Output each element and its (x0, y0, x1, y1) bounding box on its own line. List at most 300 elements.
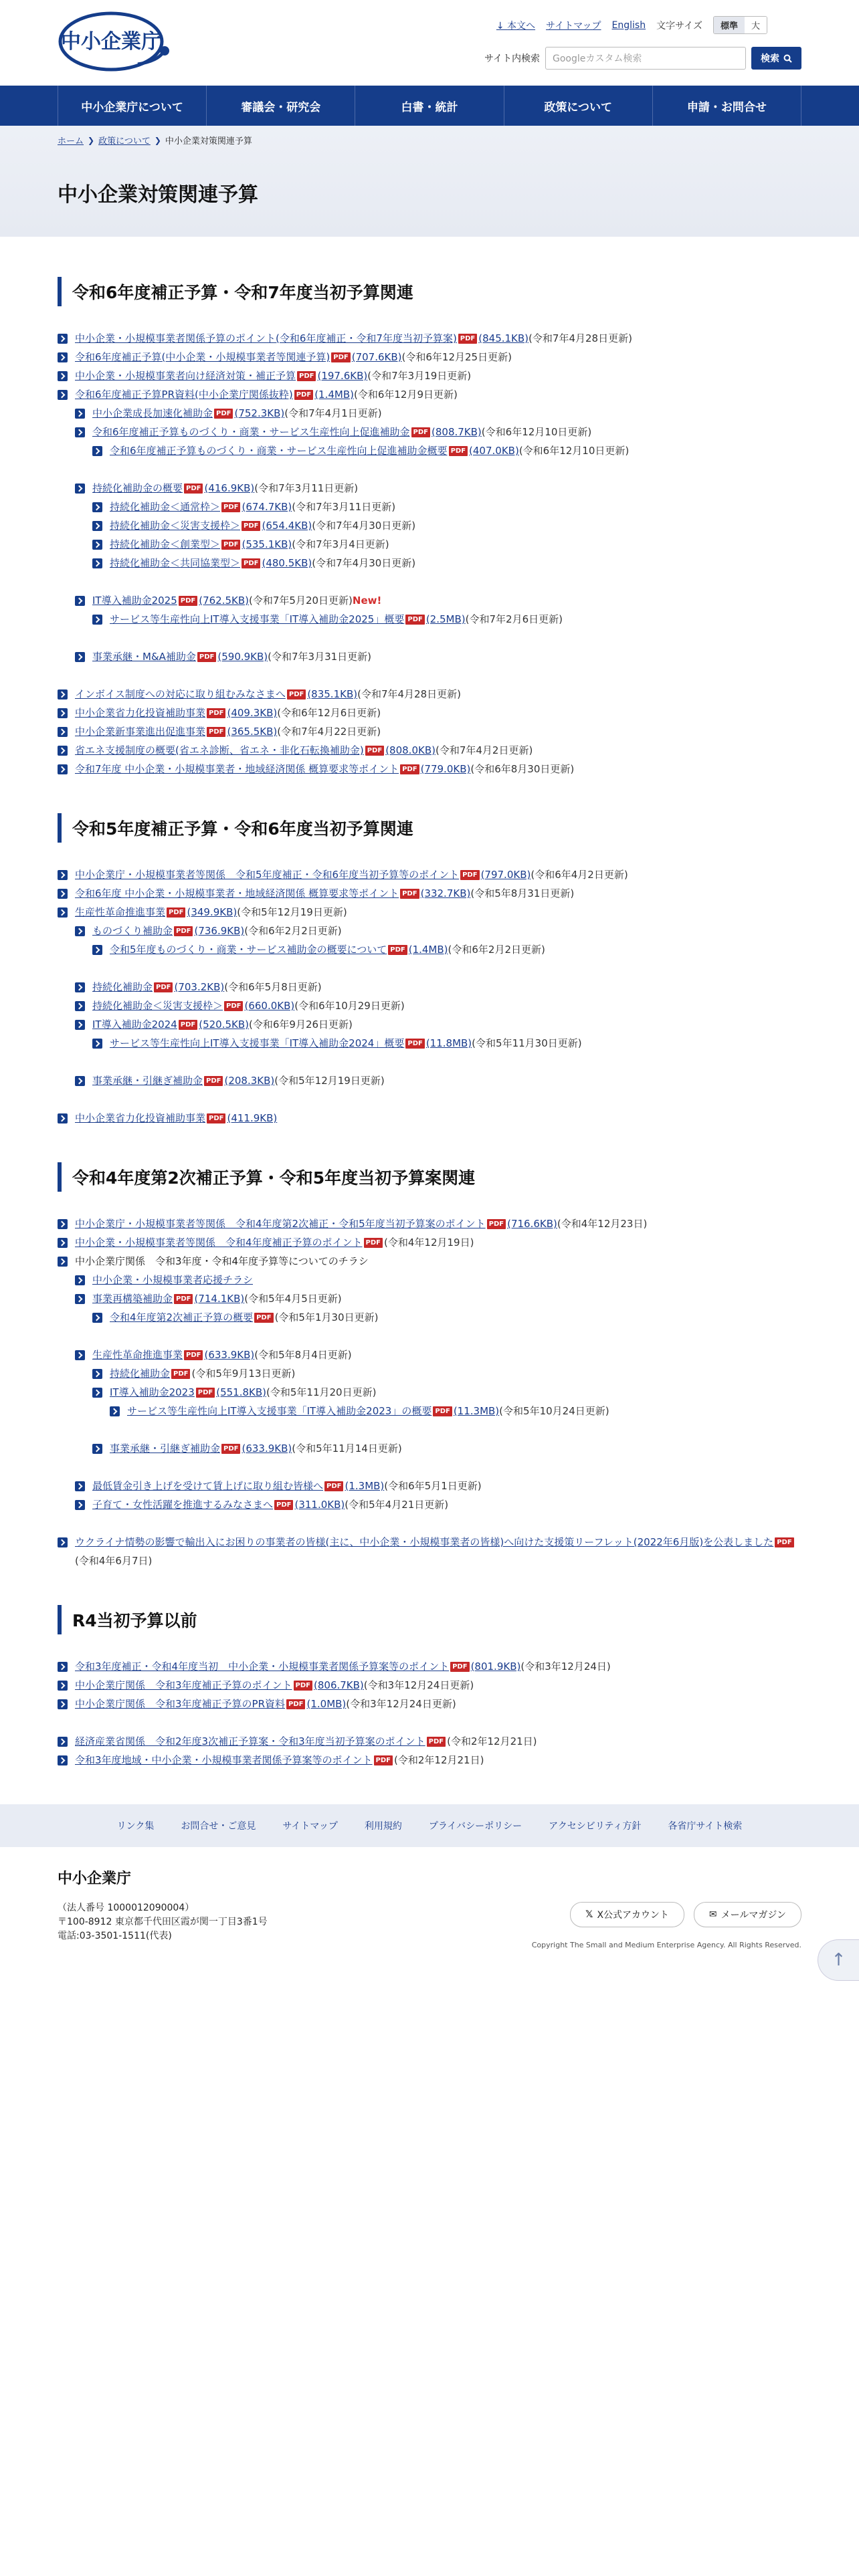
main-content (0, 237, 859, 1769)
document-list (58, 1657, 801, 1713)
bullet-arrow-icon (75, 427, 85, 437)
pdf-icon: PDF (400, 764, 419, 774)
pdf-icon: PDF (411, 427, 430, 437)
update-date: (令和7年3月4日更新) (292, 538, 389, 550)
pdf-icon: PDF (184, 484, 203, 494)
update-date: (令和6年12月6日更新) (277, 707, 381, 719)
document-link[interactable]: 中小企業省力化投資補助事業 PDF (409.3KB) (75, 707, 278, 719)
bullet-arrow-icon (92, 521, 102, 531)
update-date: (令和5年1月30日更新) (274, 1311, 379, 1323)
list-item (75, 1071, 801, 1090)
page-hero (0, 126, 859, 237)
footer-nav-link[interactable]: お問合せ・ご意見 (181, 1821, 256, 1832)
bullet-arrow-icon (58, 1219, 68, 1229)
site-footer (0, 1847, 859, 1981)
update-date: (令和4年6月7日) (75, 1555, 153, 1567)
bullet-arrow-icon (58, 1257, 68, 1267)
footer-nav-link[interactable]: サイトマップ (282, 1821, 338, 1832)
list-item (58, 1252, 801, 1271)
bullet-arrow-icon (75, 926, 85, 936)
list-spacer (58, 1713, 801, 1732)
list-item (58, 722, 801, 741)
site-logo[interactable] (58, 11, 173, 74)
bullet-arrow-icon (75, 1076, 85, 1086)
pdf-icon: PDF (221, 1444, 240, 1454)
update-date: (令和6年12月10日更新) (518, 445, 630, 457)
bullet-arrow-icon (92, 1388, 102, 1398)
list-item (75, 404, 801, 423)
bullet-arrow-icon (75, 982, 85, 992)
document-list (58, 1732, 801, 1769)
pdf-icon: PDF (179, 596, 197, 606)
document-link[interactable]: 中小企業成長加速化補助金 PDF (752.3KB) (92, 407, 285, 419)
nav-policy[interactable]: 政策について (504, 86, 653, 126)
update-date: (令和6年5月8日更新) (224, 981, 322, 993)
document-list (58, 685, 801, 778)
document-link[interactable]: 持続化補助金 PDF (703.2KB) (92, 981, 225, 993)
update-date: (令和5年11月14日更新) (292, 1442, 402, 1455)
mail-icon: ✉ (708, 1909, 717, 1920)
document-link[interactable]: 持続化補助金＜創業型＞ PDF (535.1KB) (110, 538, 292, 550)
list-spacer (58, 1327, 801, 1346)
update-date: (令和7年4月22日更新) (277, 726, 381, 738)
document-link[interactable]: 令和6年度補正予算(中小企業・小規模事業者等関連予算) PDF (707.6KB) (75, 351, 402, 363)
list-item (92, 554, 801, 572)
bullet-arrow-icon (75, 1481, 85, 1491)
document-link[interactable]: 事業再構築補助金 PDF (714.1KB) (92, 1293, 245, 1305)
update-date: (令和5年9月13日更新) (191, 1368, 296, 1380)
document-link[interactable]: 中小企業・小規模事業者等関係 令和4年度補正予算のポイント PDF (75, 1237, 384, 1249)
update-date: (令和7年4月30日更新) (312, 520, 416, 532)
update-date: (令和3年12月24日) (520, 1660, 611, 1673)
pdf-icon: PDF (214, 409, 233, 419)
list-item (58, 1214, 801, 1233)
update-date: (令和7年4月2日更新) (435, 744, 533, 756)
footer-nav-link[interactable]: プライバシーポリシー (428, 1821, 522, 1832)
footer-nav-link[interactable]: 利用規約 (364, 1821, 402, 1832)
update-date: (令和7年4月28日更新) (357, 688, 461, 700)
pdf-icon: PDF (364, 1238, 383, 1248)
bullet-arrow-icon (75, 484, 85, 494)
list-item (58, 1751, 801, 1769)
chevron-right-icon: ❯ (154, 135, 161, 145)
pdf-icon: PDF (487, 1219, 506, 1229)
footer-org-name: 中小企業庁 (58, 1870, 132, 1887)
list-item (92, 940, 801, 959)
bullet-arrow-icon (58, 1537, 68, 1547)
list-item (75, 1495, 801, 1514)
update-date: (令和6年4月2日更新) (531, 869, 628, 881)
budget-section (58, 813, 801, 1128)
bullet-arrow-icon (58, 390, 68, 400)
bullet-arrow-icon (75, 1294, 85, 1304)
document-link[interactable]: 持続化補助金＜通常枠＞ PDF (674.7KB) (110, 501, 292, 513)
list-item (75, 1289, 801, 1308)
utility-links (496, 16, 767, 34)
breadcrumb-home[interactable]: ホーム (58, 136, 84, 146)
budget-section (58, 1162, 801, 1570)
list-item (58, 329, 801, 348)
update-date: (令和7年3月31日更新) (268, 651, 372, 663)
update-date: (令和5年12月19日更新) (274, 1075, 385, 1087)
pdf-icon: PDF (775, 1537, 793, 1547)
site-search (484, 47, 801, 70)
pdf-icon: PDF (196, 1388, 215, 1398)
document-link[interactable]: IT導入補助金2025 PDF (762.5KB) (92, 595, 250, 607)
copyright: Copyright The Small and Medium Enterprise Agency. All Rights Reserved. (531, 1941, 801, 1949)
breadcrumb-policy[interactable]: 政策について (98, 136, 151, 146)
document-list (58, 1214, 801, 1327)
pdf-icon: PDF (433, 1406, 452, 1416)
back-to-top-button[interactable] (818, 1939, 859, 1981)
bullet-arrow-icon (75, 1500, 85, 1510)
pdf-icon: PDF (286, 1699, 305, 1709)
search-input[interactable]: Googleカスタム検索 (545, 47, 746, 70)
list-item (92, 441, 801, 460)
bullet-arrow-icon (92, 502, 102, 512)
bullet-arrow-icon (58, 1681, 68, 1691)
nav-about[interactable]: 中小企業庁について (58, 86, 207, 126)
list-spacer (58, 1420, 801, 1439)
global-nav (0, 86, 859, 126)
pdf-icon: PDF (427, 1737, 446, 1747)
page-title: 中小企業対策関連予算 (58, 183, 258, 207)
update-date: (令和5年11月20日更新) (266, 1386, 377, 1398)
nav-councils[interactable]: 審議会・研究会 (207, 86, 355, 126)
bullet-arrow-icon (58, 371, 68, 381)
document-link[interactable]: 省エネ支援制度の概要(省エネ診断、省エネ・非化石転換補助金) PDF (808.0KB) (75, 744, 436, 756)
document-list (58, 978, 801, 1053)
bullet-arrow-icon (58, 1662, 68, 1672)
list-item (75, 1015, 801, 1034)
list-item (75, 996, 801, 1015)
pdf-icon: PDF (207, 1113, 225, 1123)
list-item (58, 685, 801, 704)
pdf-icon: PDF (400, 889, 419, 899)
document-list (58, 1477, 801, 1514)
update-date: (令和5年4月5日更新) (244, 1293, 342, 1305)
update-date: (令和7年2月6日更新) (465, 613, 563, 625)
bullet-arrow-icon (92, 615, 102, 625)
update-date: (令和6年12月25日更新) (401, 351, 512, 363)
update-date: (令和6年8月30日更新) (470, 763, 575, 775)
document-link[interactable]: インボイス制度への対応に取り組むみなさまへ PDF (835.1KB) (75, 688, 358, 700)
search-button[interactable]: 検索 (751, 47, 801, 70)
list-spacer (58, 666, 801, 685)
document-link[interactable]: 持続化補助金 PDF (110, 1368, 191, 1380)
bullet-arrow-icon (58, 764, 68, 774)
bullet-arrow-icon (92, 558, 102, 568)
pdf-icon: PDF (297, 371, 316, 381)
list-item (75, 1346, 801, 1364)
bullet-arrow-icon (92, 1313, 102, 1323)
list-item (92, 610, 801, 629)
footer-nav-link[interactable]: アクセシビリティ方針 (549, 1821, 642, 1832)
footer-nav-link[interactable]: リンク集 (116, 1821, 155, 1832)
update-date: (令和4年12月23日) (557, 1218, 648, 1230)
pdf-icon: PDF (242, 521, 260, 531)
document-link[interactable]: 中小企業庁関係 令和3年度補正予算のポイント PDF (806.7KB) (75, 1679, 364, 1691)
document-link[interactable]: 事業承継・引継ぎ補助金 PDF (208.3KB) (92, 1075, 275, 1087)
document-link[interactable]: 令和4年度第2次補正予算の概要 PDF (110, 1311, 275, 1323)
document-list (58, 865, 801, 959)
pdf-icon: PDF (460, 870, 479, 880)
bullet-arrow-icon (58, 746, 68, 756)
update-date: (令和5年8月4日更新) (254, 1349, 352, 1361)
list-spacer (58, 1458, 801, 1477)
pdf-icon: PDF (224, 1001, 243, 1011)
list-item (92, 1364, 801, 1383)
bullet-arrow-icon (58, 889, 68, 899)
bullet-arrow-icon (58, 1238, 68, 1248)
update-date: (令和6年2月2日更新) (448, 944, 545, 956)
bullet-arrow-icon (58, 1113, 68, 1123)
list-spacer (58, 629, 801, 647)
list-item (58, 1657, 801, 1676)
document-list (58, 1533, 801, 1570)
update-date: (令和6年5月1日更新) (384, 1480, 482, 1492)
list-spacer (58, 959, 801, 978)
bullet-arrow-icon (75, 1350, 85, 1360)
pdf-icon: PDF (179, 1020, 197, 1030)
list-spacer (58, 1514, 801, 1533)
list-item (92, 498, 801, 516)
document-link[interactable]: ものづくり補助金 PDF (736.9KB) (92, 925, 245, 937)
list-item (58, 348, 801, 366)
pdf-icon: PDF (254, 1313, 273, 1323)
mail-magazine-button[interactable]: ✉ メールマガジン (694, 1902, 801, 1927)
bullet-arrow-icon (58, 1699, 68, 1709)
list-item (75, 479, 801, 498)
document-list (58, 591, 801, 629)
english-link[interactable]: English (611, 19, 646, 31)
document-link[interactable]: 生産性革命推進事業 PDF (633.9KB) (92, 1349, 255, 1361)
document-link[interactable]: 中小企業庁・小規模事業者等関係 令和4年度第2次補正・令和5年度当初予算案のポイント PDF (716.6KB) (75, 1218, 557, 1230)
update-date: (令和7年3月19日更新) (367, 370, 472, 382)
bullet-arrow-icon (58, 907, 68, 918)
bullet-arrow-icon (110, 1406, 120, 1416)
list-item (58, 865, 801, 884)
document-link[interactable]: 事業承継・M&A補助金 PDF (590.9KB) (92, 651, 268, 663)
logo-text: 中小企業庁 (61, 30, 161, 53)
section-heading: 令和4年度第2次補正予算・令和5年度当初予算案関連 (58, 1162, 801, 1192)
pdf-icon: PDF (221, 540, 240, 550)
update-date: (令和6年9月26日更新) (249, 1018, 353, 1031)
bullet-arrow-icon (58, 1737, 68, 1747)
section-heading: 令和5年度補正予算・令和6年度当初予算関連 (58, 813, 801, 843)
document-link[interactable]: 持続化補助金の概要 PDF (416.9KB) (92, 482, 255, 494)
document-link[interactable]: 経済産業省関係 令和2年度3次補正予算案・令和3年度当初予算案のポイント PDF (75, 1735, 447, 1747)
bullet-arrow-icon (75, 1275, 85, 1285)
update-date: (令和5年12月19日更新) (237, 906, 347, 918)
address: 〒100-8912 東京都千代田区霞が関一丁目3番1号 (58, 1917, 268, 1927)
x-account-button[interactable]: 𝕏 X公式アカウント (570, 1902, 684, 1927)
list-spacer (58, 1053, 801, 1071)
list-item (58, 884, 801, 903)
arrow-up-icon: ↑ (831, 1950, 846, 1970)
pdf-icon: PDF (405, 1039, 424, 1049)
document-link[interactable]: 生産性革命推進事業 PDF (349.9KB) (75, 906, 237, 918)
footer-nav-link[interactable]: 各省庁サイト検索 (668, 1821, 743, 1832)
document-link[interactable]: ウクライナ情勢の影響で輸出入にお困りの事業者の皆様(主に、中小企業・小規模事業者の皆様)へ向けた支援策リーフレット(2022年6月版)を公表しました PDF (75, 1536, 795, 1548)
list-item (58, 704, 801, 722)
document-link[interactable]: 最低賃金引き上げを受けて賃上げに取り組む皆様へ PDF (1.3MB) (92, 1480, 385, 1492)
update-date: (令和3年12月24日更新) (363, 1679, 474, 1691)
nav-white-paper[interactable]: 白書・統計 (355, 86, 504, 126)
bullet-arrow-icon (58, 870, 68, 880)
update-date: (令和5年10月24日更新) (499, 1405, 609, 1417)
document-list (58, 479, 801, 572)
pdf-icon: PDF (294, 1681, 312, 1691)
list-item (58, 1695, 801, 1713)
document-list (58, 647, 801, 666)
update-date: (令和2年12月21日) (447, 1735, 537, 1747)
document-link[interactable]: 中小企業庁・小規模事業者等関係 令和5年度補正・令和6年度当初予算等のポイント PDF (797.0KB) (75, 869, 531, 881)
list-item (58, 1732, 801, 1751)
footer-buttons (570, 1902, 801, 1927)
document-link[interactable]: 令和3年度地域・中小企業・小規模事業者関係予算案等のポイント PDF (75, 1754, 394, 1766)
document-list (58, 1109, 801, 1128)
bullet-arrow-icon (58, 352, 68, 362)
list-spacer (58, 1090, 801, 1109)
document-link[interactable]: IT導入補助金2023 PDF (551.8KB) (110, 1386, 267, 1398)
update-date: (令和7年4月1日更新) (284, 407, 382, 419)
new-badge: New! (352, 595, 382, 607)
pdf-icon: PDF (174, 926, 193, 936)
pdf-icon: PDF (197, 652, 216, 662)
update-date: (令和6年2月2日更新) (244, 925, 342, 937)
pdf-icon: PDF (207, 727, 225, 737)
update-date: (令和7年5月20日更新) (249, 595, 353, 607)
pdf-icon: PDF (324, 1481, 343, 1491)
nav-contact[interactable]: 申請・お問合せ (653, 86, 801, 126)
footer-nav (0, 1804, 859, 1847)
document-link[interactable]: 中小企業・小規模事業者関係予算のポイント(令和6年度補正・令和7年度当初予算案) PDF (845.1KB) (75, 332, 529, 344)
bullet-arrow-icon (58, 727, 68, 737)
list-item (58, 1109, 801, 1128)
document-link[interactable]: 令和6年度補正予算ものづくり・商業・サービス生産性向上促進補助金 PDF (808.7KB) (92, 426, 482, 438)
document-link[interactable]: 令和3年度補正・令和4年度当初 中小企業・小規模事業者関係予算案等のポイント PDF (801.9KB) (75, 1660, 521, 1673)
pdf-icon: PDF (374, 1755, 393, 1765)
bullet-arrow-icon (75, 652, 85, 662)
document-link[interactable]: 事業承継・引継ぎ補助金 PDF (633.9KB) (110, 1442, 292, 1455)
document-link[interactable]: 中小企業省力化投資補助事業 PDF (411.9KB) (75, 1112, 278, 1124)
document-link[interactable]: サービス等生産性向上IT導入支援事業「IT導入補助金2023」の概要 PDF (11.3MB) (127, 1405, 500, 1417)
pdf-icon: PDF (171, 1369, 190, 1379)
document-list (58, 1071, 801, 1090)
list-item (110, 1402, 801, 1420)
list-item (75, 1271, 801, 1289)
sitemap-link[interactable]: サイトマップ (546, 20, 601, 31)
update-date: (令和6年12月10日更新) (481, 426, 592, 438)
list-item (75, 591, 801, 610)
bullet-arrow-icon (92, 1039, 102, 1049)
pdf-icon: PDF (388, 945, 407, 955)
skip-to-content-link[interactable]: ↓ 本文へ (496, 20, 536, 31)
document-link[interactable]: 中小企業新事業進出促進事業 PDF (365.5KB) (75, 726, 278, 738)
list-item (58, 385, 801, 404)
update-date: (令和7年3月11日更新) (292, 501, 396, 513)
list-item (75, 922, 801, 940)
pdf-icon: PDF (204, 1076, 223, 1086)
document-link[interactable]: 中小企業・小規模事業者向け経済対策・補正予算 PDF (197.6KB) (75, 370, 368, 382)
list-item (58, 760, 801, 778)
document-link[interactable]: 持続化補助金＜災害支援枠＞ PDF (660.0KB) (92, 1000, 295, 1012)
document-link[interactable]: IT導入補助金2024 PDF (520.5KB) (92, 1018, 250, 1031)
font-size-label: 文字サイズ (656, 20, 702, 31)
pdf-icon: PDF (449, 446, 468, 456)
bullet-arrow-icon (75, 1001, 85, 1011)
font-size-standard-button[interactable]: 標準 (714, 17, 745, 33)
corp-number: （法人番号 1000012090004） (58, 1903, 195, 1913)
update-date: (令和7年4月30日更新) (312, 557, 416, 569)
document-link[interactable]: 令和6年度補正予算ものづくり・商業・サービス生産性向上促進補助金概要 PDF (407.0KB) (110, 445, 519, 457)
list-item (92, 1383, 801, 1402)
document-list (58, 329, 801, 460)
document-link[interactable]: 持続化補助金＜災害支援枠＞ PDF (654.4KB) (110, 520, 312, 532)
pdf-icon: PDF (274, 1500, 293, 1510)
bullet-arrow-icon (58, 1755, 68, 1765)
list-spacer (58, 572, 801, 591)
budget-section (58, 277, 801, 778)
list-item-text: 中小企業庁関係 令和3年度・令和4年度予算等についてのチラシ (75, 1255, 369, 1267)
document-link[interactable]: サービス等生産性向上IT導入支援事業「IT導入補助金2025」概要 PDF (2.5MB) (110, 613, 466, 625)
section-heading: R4当初予算以前 (58, 1605, 801, 1634)
document-link[interactable]: 子育て・女性活躍を推進するみなさまへ PDF (311.0KB) (92, 1499, 345, 1511)
update-date: (令和6年12月9日更新) (353, 389, 458, 401)
list-item (58, 903, 801, 922)
pdf-icon: PDF (242, 558, 260, 568)
update-date: (令和3年12月24日更新) (346, 1698, 456, 1710)
list-item (75, 423, 801, 441)
document-link[interactable]: 持続化補助金＜共同協業型＞ PDF (480.5KB) (110, 557, 312, 569)
chevron-right-icon: ❯ (88, 135, 95, 145)
site-header (0, 0, 859, 86)
document-list (58, 1439, 801, 1458)
bullet-arrow-icon (92, 1444, 102, 1454)
pdf-icon: PDF (450, 1662, 469, 1672)
update-date: (令和5年11月30日更新) (472, 1037, 582, 1049)
list-item (92, 516, 801, 535)
pdf-icon: PDF (174, 1294, 193, 1304)
document-link[interactable]: 令和7年度 中小企業・小規模事業者・地域経済関係 概算要求等ポイント PDF (779.0KB) (75, 763, 471, 775)
document-link[interactable]: サービス等生産性向上IT導入支援事業「IT導入補助金2024」概要 PDF (11.8MB) (110, 1037, 472, 1049)
bullet-arrow-icon (92, 1369, 102, 1379)
list-item (75, 978, 801, 996)
font-size-switch (713, 16, 767, 34)
font-size-large-button[interactable]: 大 (745, 17, 767, 33)
document-link[interactable]: 中小企業庁関係 令和3年度補正予算のPR資料 PDF (1.0MB) (75, 1698, 347, 1710)
section-heading: 令和6年度補正予算・令和7年度当初予算関連 (58, 277, 801, 306)
breadcrumb (58, 134, 252, 146)
breadcrumb-current: 中小企業対策関連予算 (165, 136, 252, 146)
update-date: (令和2年12月21日) (394, 1754, 484, 1766)
bullet-arrow-icon (92, 446, 102, 456)
list-item (75, 1477, 801, 1495)
list-item (58, 366, 801, 385)
bullet-arrow-icon (58, 334, 68, 344)
list-item (58, 1233, 801, 1252)
update-date: (令和7年3月11日更新) (254, 482, 359, 494)
document-link[interactable]: 令和5年度ものづくり・商業・サービス補助金の概要について PDF (1.4MB) (110, 944, 448, 956)
pdf-icon: PDF (405, 615, 424, 625)
pdf-icon: PDF (154, 982, 173, 992)
document-link[interactable]: 令和6年度 中小企業・小規模事業者・地域経済関係 概算要求等ポイント PDF (332.7KB) (75, 887, 471, 899)
document-link[interactable]: 令和6年度補正予算PR資料(中小企業庁関係抜粋) PDF (1.4MB) (75, 389, 354, 401)
telephone: 電話:03-3501-1511(代表) (58, 1931, 172, 1941)
search-label: サイト内検索 (484, 53, 540, 64)
document-link[interactable]: 中小企業・小規模事業者応援チラシ (92, 1274, 254, 1286)
